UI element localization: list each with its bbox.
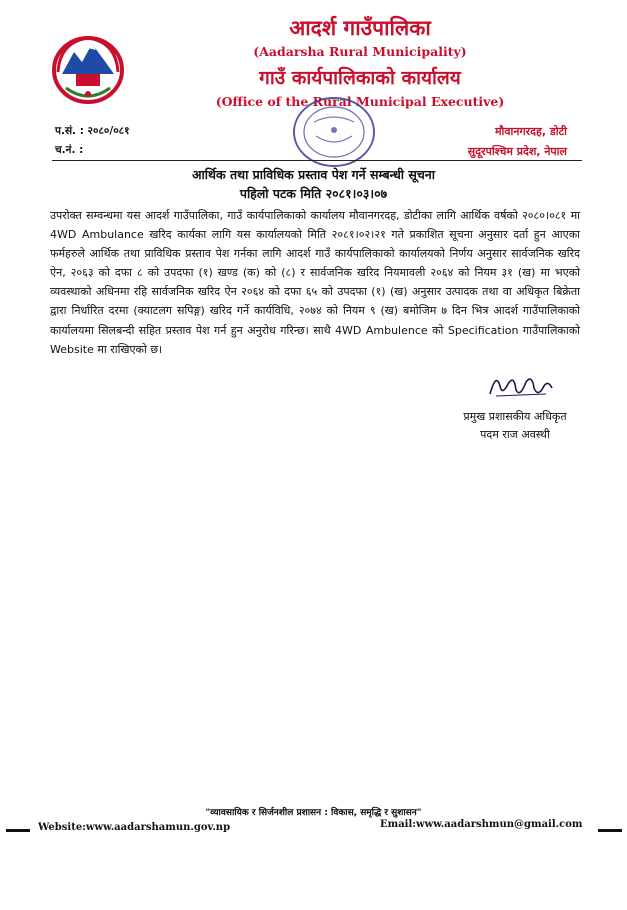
signatory-name: पदम राज अवस्थी [480,428,550,441]
notice-body: उपरोक्त सम्वन्धमा यस आदर्श गाउँपालिका, गाउँ कार्यपालिकाको कार्यालय मौवानगरदह, डोटीका लागि आर्थिक वर्षको २०८०।०८१ मा 4WD Ambulance खरिद कार्यका लागि यस कार्यालयको मिति २०८१।०२।२१ गते प्रकाशित सूचना अनुसार दर्ता हुन आएका फर्महरुले आर्थिक तथा प्राविधिक प्रस्ताव पेश गर्नका लागि आदर्श गाउँ कार्यपालिकाको कार्यालयको निर्णय अनुसार सार्वजनिक खरिद ऐन, २०६३ को दफा ८ को उपदफा (१) खण्ड (क) को (८) र सार्वजनिक खरिद नियमावली २०६४ को नियम ३१ (ख) मा भएको व्यवस्थाको अधिनमा रहि सार्वजनिक खरिद ऐन २०६४ को दफा ६५ को उपदफा (१) (ख) अनुसार उत्पादक तथा वा अधिकृत बिक्रेता द्वारा निर्धारित दरमा (क्याटलग सपिङ्ग) खरिद गर्ने कार्यविधि, २०७४ को नियम ९ (ख) बमोजिम ७ दिन भित्र आदर्श गाउँपालिकाको कार्यालयमा सिलबन्दी सहित प्रस्ताव पेश गर्न हुन अनुरोध गरिन्छ। साथै 4WD Ambulence को Specification गाउँपालिकाको Website मा राखिएको छ। [50,209,580,356]
notice-date: पहिलो पटक मिति २०८१।०३।०७ [239,186,388,201]
footer-email[interactable]: Email:www.aadarshmun@gmail.com [380,819,583,830]
municipality-name-nepali: आदर्श गाउँपालिका [289,16,431,40]
dispatch-number: च.नं. : [55,144,84,156]
header-divider [52,160,582,161]
footer-slogan: "व्यावसायिक र सिर्जनशील प्रशासन : विकास, समृद्धि र सुशासन" [205,808,422,818]
address-line-2: सुदूरपश्चिम प्रदेश, नेपाल [467,145,567,158]
government-emblem-icon [48,28,128,108]
letter-number: प.सं. : २०८०/०८१ [55,125,130,137]
signature-icon [486,368,556,402]
signatory-block [440,408,590,444]
office-seal-icon [286,92,382,170]
office-name-english: (Office of the Rural Municipal Executive) [215,94,505,109]
footer-rule-right [598,829,622,832]
footer-rule-left [6,829,30,832]
footer-website[interactable]: Website:www.aadarshamun.gov.np [38,822,231,833]
address-line-1: मौवानगरदह, डोटी [494,125,567,138]
notice-subject: आर्थिक तथा प्राविधिक प्रस्ताव पेश गर्ने सम्बन्धी सूचना [192,167,435,182]
office-name-nepali: गाउँ कार्यपालिकाको कार्यालय [259,67,461,89]
signatory-title: प्रमुख प्रशासकीय अधिकृत [463,410,567,423]
municipality-name-english: (Aadarsha Rural Municipality) [253,44,467,59]
